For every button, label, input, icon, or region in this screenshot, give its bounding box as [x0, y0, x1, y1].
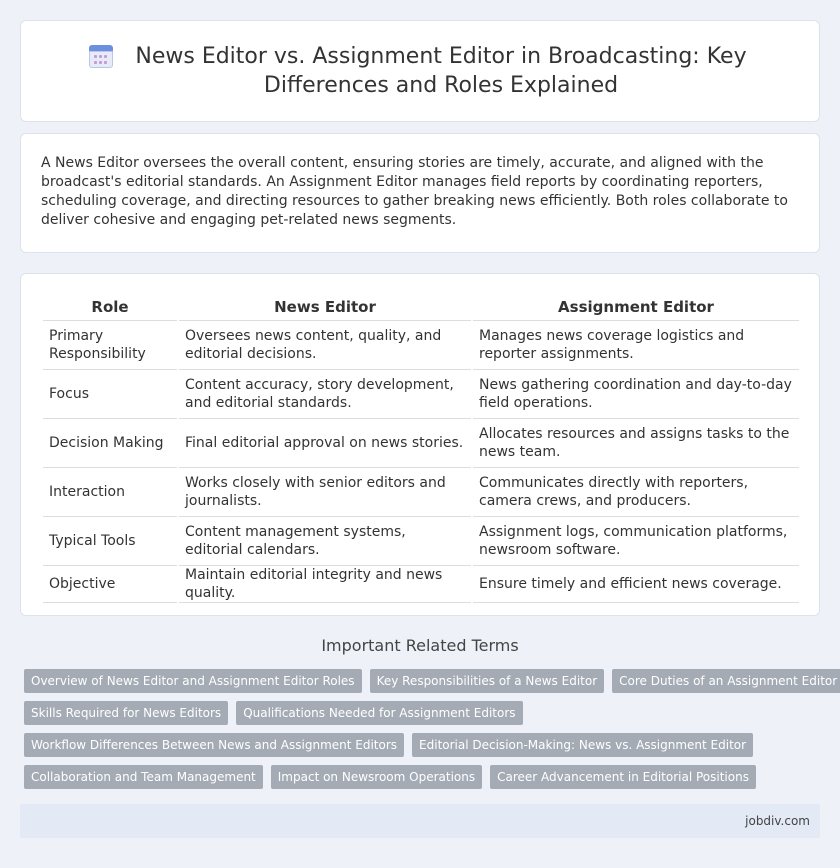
assignment-editor-cell: Allocates resources and assigns tasks to the news team.	[472, 419, 799, 468]
row-label: Primary Responsibility	[43, 321, 178, 370]
table-row	[43, 370, 799, 419]
related-term-tag[interactable]: Skills Required for News Editors	[24, 701, 228, 725]
news-editor-cell: Oversees news content, quality, and editorial decisions.	[178, 321, 472, 370]
intro-text: A News Editor oversees the overall content, ensuring stories are timely, accurate, and aligned with the broadcast's editorial standards. An Assignment Editor manages field reports by coordinating reporters, scheduling coverage, and directing resources to gather breaking news efficiently. Both roles collaborate to deliver cohesive and engaging pet-related news segments.	[41, 155, 788, 228]
assignment-editor-cell: Communicates directly with reporters, camera crews, and producers.	[472, 468, 799, 517]
related-terms-tags	[24, 669, 838, 797]
related-terms-title: Important Related Terms	[321, 636, 519, 655]
table-row	[43, 468, 799, 517]
header-news-editor: News Editor	[178, 294, 472, 321]
calendar-icon	[89, 43, 113, 69]
related-term-tag[interactable]: Qualifications Needed for Assignment Editors	[236, 701, 522, 725]
table-row	[43, 419, 799, 468]
related-term-tag[interactable]: Career Advancement in Editorial Positions	[490, 765, 756, 789]
assignment-editor-cell: Manages news coverage logistics and reporter assignments.	[472, 321, 799, 370]
related-term-tag[interactable]: Workflow Differences Between News and Assignment Editors	[24, 733, 404, 757]
news-editor-cell: Works closely with senior editors and journalists.	[178, 468, 472, 517]
row-label: Decision Making	[43, 419, 178, 468]
header-role: Role	[43, 294, 178, 321]
row-label: Focus	[43, 370, 178, 419]
comparison-table-card	[20, 273, 820, 616]
table-row	[43, 566, 799, 603]
assignment-editor-cell: Ensure timely and efficient news coverage.	[472, 566, 799, 603]
row-label: Interaction	[43, 468, 178, 517]
comparison-table	[43, 294, 799, 603]
assignment-editor-cell: Assignment logs, communication platforms, newsroom software.	[472, 517, 799, 566]
page-title: News Editor vs. Assignment Editor in Broadcasting: Key Differences and Roles Explained	[135, 44, 747, 98]
table-row	[43, 321, 799, 370]
row-label: Typical Tools	[43, 517, 178, 566]
header-assignment-editor: Assignment Editor	[472, 294, 799, 321]
intro-card	[20, 133, 820, 253]
related-term-tag[interactable]: Overview of News Editor and Assignment Editor Roles	[24, 669, 362, 693]
footer-site-link[interactable]: jobdiv.com	[745, 814, 810, 828]
news-editor-cell: Content accuracy, story development, and editorial standards.	[178, 370, 472, 419]
title-wrap	[89, 42, 751, 100]
row-label: Objective	[43, 566, 178, 603]
table-header-row	[43, 294, 799, 321]
related-term-tag[interactable]: Collaboration and Team Management	[24, 765, 263, 789]
related-term-tag[interactable]: Impact on Newsroom Operations	[271, 765, 482, 789]
tag-row	[24, 669, 838, 693]
related-term-tag[interactable]: Core Duties of an Assignment Editor	[612, 669, 840, 693]
tag-row	[24, 701, 824, 725]
tag-row	[24, 765, 824, 789]
news-editor-cell: Final editorial approval on news stories.	[178, 419, 472, 468]
news-editor-cell: Content management systems, editorial calendars.	[178, 517, 472, 566]
news-editor-cell: Maintain editorial integrity and news quality.	[178, 566, 472, 603]
table-row	[43, 517, 799, 566]
title-card	[20, 20, 820, 122]
related-term-tag[interactable]: Editorial Decision-Making: News vs. Assignment Editor	[412, 733, 753, 757]
assignment-editor-cell: News gathering coordination and day-to-day field operations.	[472, 370, 799, 419]
footer	[20, 804, 820, 838]
related-term-tag[interactable]: Key Responsibilities of a News Editor	[370, 669, 605, 693]
tag-row	[24, 733, 824, 757]
